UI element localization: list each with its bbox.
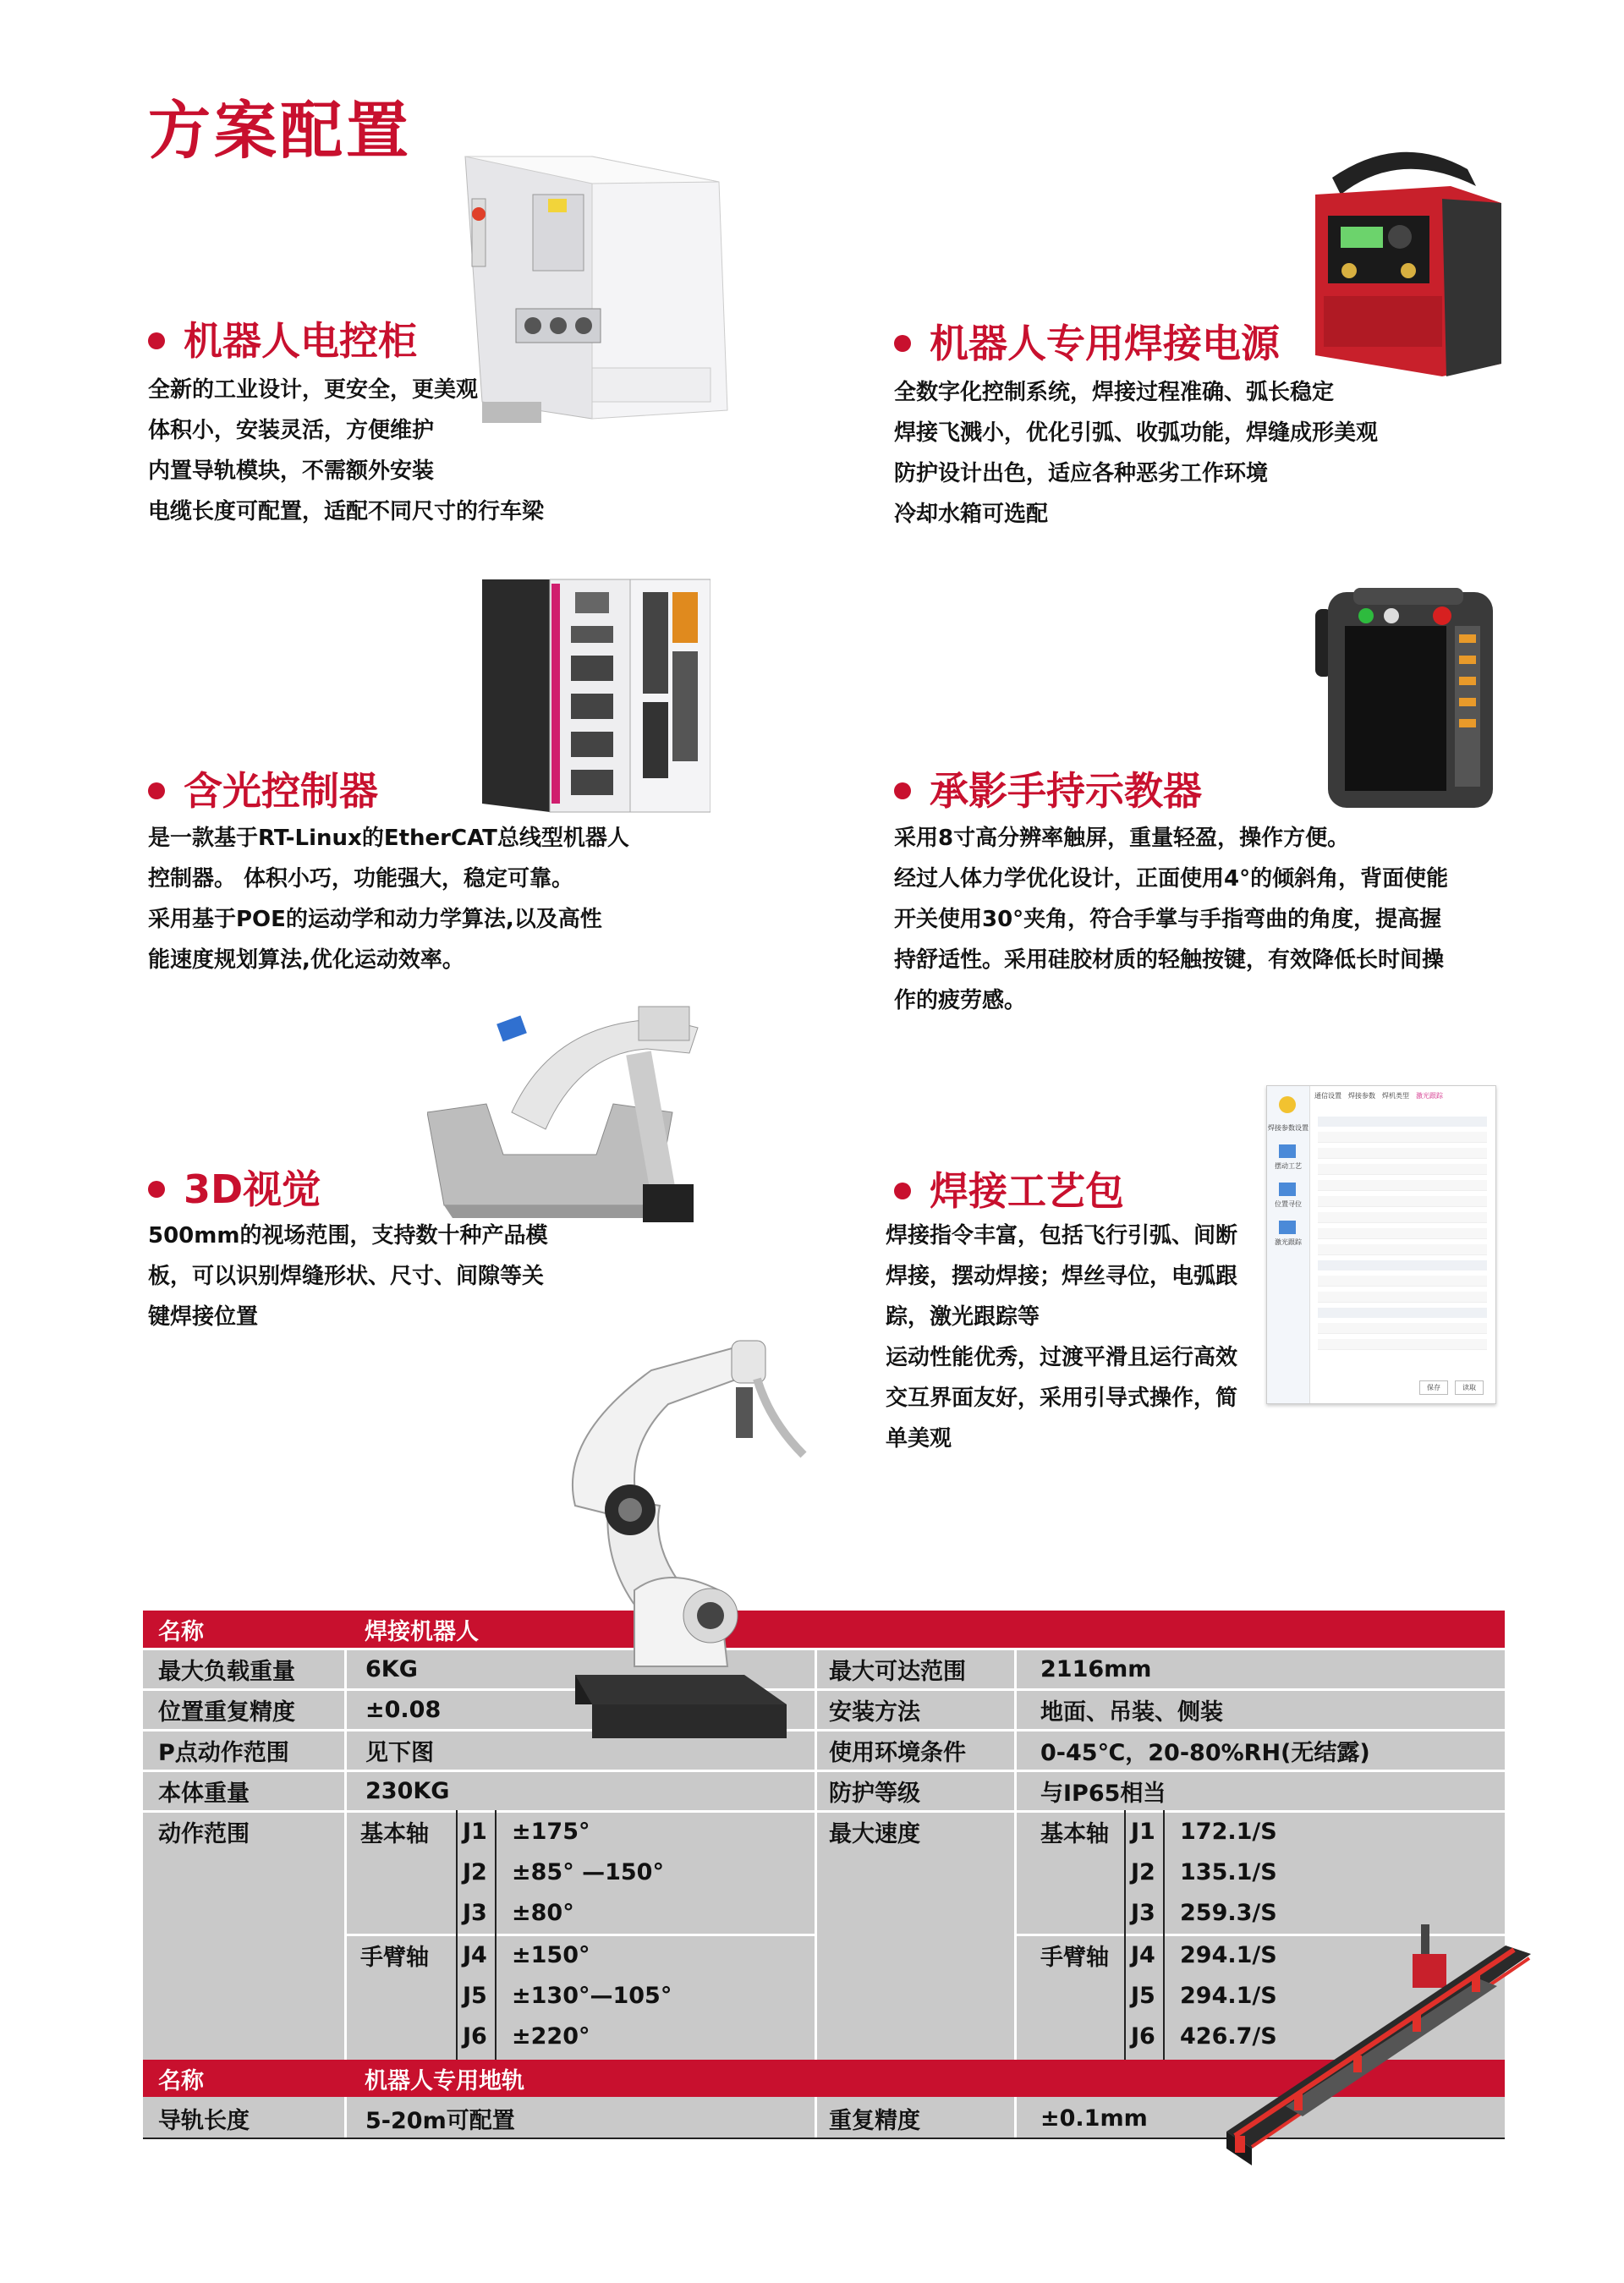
spec-label: 导轨长度 bbox=[158, 2107, 250, 2134]
section-pendant-desc: 采用8寸高分辨率触屏，重量轻盈，操作方便。 经过人体力学优化设计，正面使用4°的倾斜角，背面使能 开关使用30°夹角，符合手掌与手指弯曲的角度，提高握 持舒适性。采用硅胶材质的轻触按键，有效降低长时间操 作的疲劳感。 bbox=[894, 826, 1449, 1013]
speed-value: 294.1/S bbox=[1180, 1942, 1277, 1968]
spec-value: 230KG bbox=[365, 1778, 450, 1804]
joint-label: J4 bbox=[1131, 1942, 1155, 1968]
arm-axis-label: 手臂轴 bbox=[360, 1945, 429, 1971]
side-item: 激光跟踪 bbox=[1275, 1238, 1302, 1246]
spec-label: 防护等级 bbox=[829, 1781, 920, 1807]
spec-label: P点动作范围 bbox=[158, 1740, 289, 1766]
spec-label: 重复精度 bbox=[829, 2107, 920, 2134]
joint-label: J5 bbox=[463, 1983, 487, 2009]
section-power-desc: 全数字化控制系统，焊接过程准确、弧长稳定 焊接飞溅小，优化引弧、收弧功能，焊缝成形美观 防护设计出色，适应各种恶劣工作环境 冷却水箱可选配 bbox=[894, 380, 1379, 527]
speed-value: 172.1/S bbox=[1180, 1819, 1277, 1845]
bullet-icon bbox=[894, 1183, 911, 1199]
save-button[interactable]: 保存 bbox=[1419, 1380, 1448, 1395]
section-vision-desc: 500mm的视场范围，支持数十种产品模 板，可以识别焊缝形状、尺寸、间隙等关 键焊接位置 bbox=[148, 1223, 548, 1330]
spec-value: 见下图 bbox=[365, 1740, 434, 1766]
tab[interactable]: 焊接参数 bbox=[1348, 1092, 1375, 1100]
range-value: ±130°—105° bbox=[512, 1983, 672, 2009]
section-controller-title: 含光控制器 bbox=[148, 771, 378, 810]
speed-value: 259.3/S bbox=[1180, 1900, 1277, 1926]
joint-label: J4 bbox=[463, 1942, 487, 1968]
range-value: ±220° bbox=[512, 2023, 590, 2050]
joint-label: J5 bbox=[1131, 1983, 1155, 2009]
spec-value: 0-45℃，20-80%RH(无结露) bbox=[1040, 1740, 1370, 1766]
side-item: 位置寻位 bbox=[1275, 1200, 1302, 1208]
spec-label: 最大负载重量 bbox=[158, 1659, 295, 1685]
base-axis-label: 基本轴 bbox=[360, 1821, 429, 1847]
tab[interactable]: 激光跟踪 bbox=[1416, 1092, 1443, 1100]
speed-value: 135.1/S bbox=[1180, 1859, 1277, 1885]
section-power-title: 机器人专用焊接电源 bbox=[894, 324, 1280, 363]
joint-label: J1 bbox=[463, 1819, 487, 1845]
bullet-icon bbox=[894, 335, 911, 352]
max-speed-label: 最大速度 bbox=[829, 1821, 920, 1847]
side-item: 焊接参数设置 bbox=[1268, 1124, 1309, 1132]
joint-label: J2 bbox=[1131, 1859, 1155, 1885]
side-item: 摆动工艺 bbox=[1275, 1162, 1302, 1170]
welding-robot-image bbox=[550, 1336, 829, 1759]
joint-label: J1 bbox=[1131, 1819, 1155, 1845]
section-process-desc: 焊接指令丰富，包括飞行引弧、间断 焊接，摆动焊接；焊丝寻位，电弧跟 踪，激光跟踪等 运动性能优秀，过渡平滑且运行高效 交互界面友好，采用引导式操作，简 单美观 bbox=[886, 1223, 1238, 1452]
spec-label: 本体重量 bbox=[158, 1781, 250, 1807]
bullet-icon bbox=[148, 1181, 165, 1198]
spec-value: 2116mm bbox=[1040, 1656, 1152, 1682]
joint-label: J3 bbox=[1131, 1900, 1155, 1926]
section-vision-title: 3D视觉 bbox=[148, 1170, 321, 1209]
table-header: 名称 bbox=[143, 1611, 346, 1648]
spec-label: 位置重复精度 bbox=[158, 1699, 295, 1726]
base-axis-label: 基本轴 bbox=[1040, 1821, 1109, 1847]
teach-pendant-image bbox=[1315, 584, 1497, 812]
section-cabinet-title: 机器人电控柜 bbox=[148, 321, 417, 360]
controller-image bbox=[482, 575, 710, 816]
spec-label: 最大可达范围 bbox=[829, 1659, 966, 1685]
ground-rail-image bbox=[1210, 1920, 1548, 2174]
table-header: 机器人专用地轨 bbox=[346, 2060, 1505, 2097]
speed-value: 426.7/S bbox=[1180, 2023, 1277, 2050]
joint-label: J6 bbox=[1131, 2023, 1155, 2050]
range-value: ±175° bbox=[512, 1819, 590, 1845]
bullet-icon bbox=[148, 782, 165, 799]
tab[interactable]: 焊机类型 bbox=[1382, 1092, 1409, 1100]
welding-software-screen bbox=[1266, 1085, 1496, 1404]
motion-range-label: 动作范围 bbox=[158, 1821, 250, 1847]
section-controller-desc: 是一款基于RT-Linux的EtherCAT总线型机器人 控制器。 体积小巧，功能强大，稳定可靠。 采用基于POE的运动学和动力学算法,以及高性 能速度规划算法,优化运动效率。 bbox=[148, 826, 629, 973]
spec-label: 使用环境条件 bbox=[829, 1740, 966, 1766]
speed-value: 294.1/S bbox=[1180, 1983, 1277, 2009]
section-pendant-title: 承影手持示教器 bbox=[894, 771, 1202, 810]
joint-label: J2 bbox=[463, 1859, 487, 1885]
joint-label: J3 bbox=[463, 1900, 487, 1926]
welding-power-image bbox=[1298, 135, 1518, 376]
section-cabinet-desc: 全新的工业设计，更安全，更美观 体积小，安装灵活，方便维护 内置导轨模块，不需额外安装 电缆长度可配置，适配不同尺寸的行车梁 bbox=[148, 377, 545, 524]
section-process-title: 焊接工艺包 bbox=[894, 1172, 1124, 1210]
table-header: 焊接机器人 bbox=[346, 1611, 1505, 1648]
joint-label: J6 bbox=[463, 2023, 487, 2050]
spec-value: ±0.08 bbox=[365, 1697, 442, 1723]
read-button[interactable]: 读取 bbox=[1455, 1380, 1484, 1395]
spec-value: 地面、吊装、侧装 bbox=[1040, 1699, 1223, 1726]
spec-value: 5-20m可配置 bbox=[365, 2107, 515, 2134]
page-title: 方案配置 bbox=[148, 95, 412, 167]
3d-vision-image bbox=[427, 1002, 723, 1231]
spec-value: 6KG bbox=[365, 1656, 418, 1682]
range-value: ±80° bbox=[512, 1900, 574, 1926]
table-header: 名称 bbox=[143, 2060, 346, 2097]
bullet-icon bbox=[148, 332, 165, 349]
spec-value: ±0.1mm bbox=[1040, 2105, 1148, 2132]
spec-value: 与IP65相当 bbox=[1040, 1781, 1166, 1807]
tab[interactable]: 通信设置 bbox=[1314, 1092, 1341, 1100]
bullet-icon bbox=[894, 782, 911, 799]
arm-axis-label: 手臂轴 bbox=[1040, 1945, 1109, 1971]
range-value: ±150° bbox=[512, 1942, 590, 1968]
range-value: ±85° —150° bbox=[512, 1859, 664, 1885]
spec-label: 安装方法 bbox=[829, 1699, 920, 1726]
